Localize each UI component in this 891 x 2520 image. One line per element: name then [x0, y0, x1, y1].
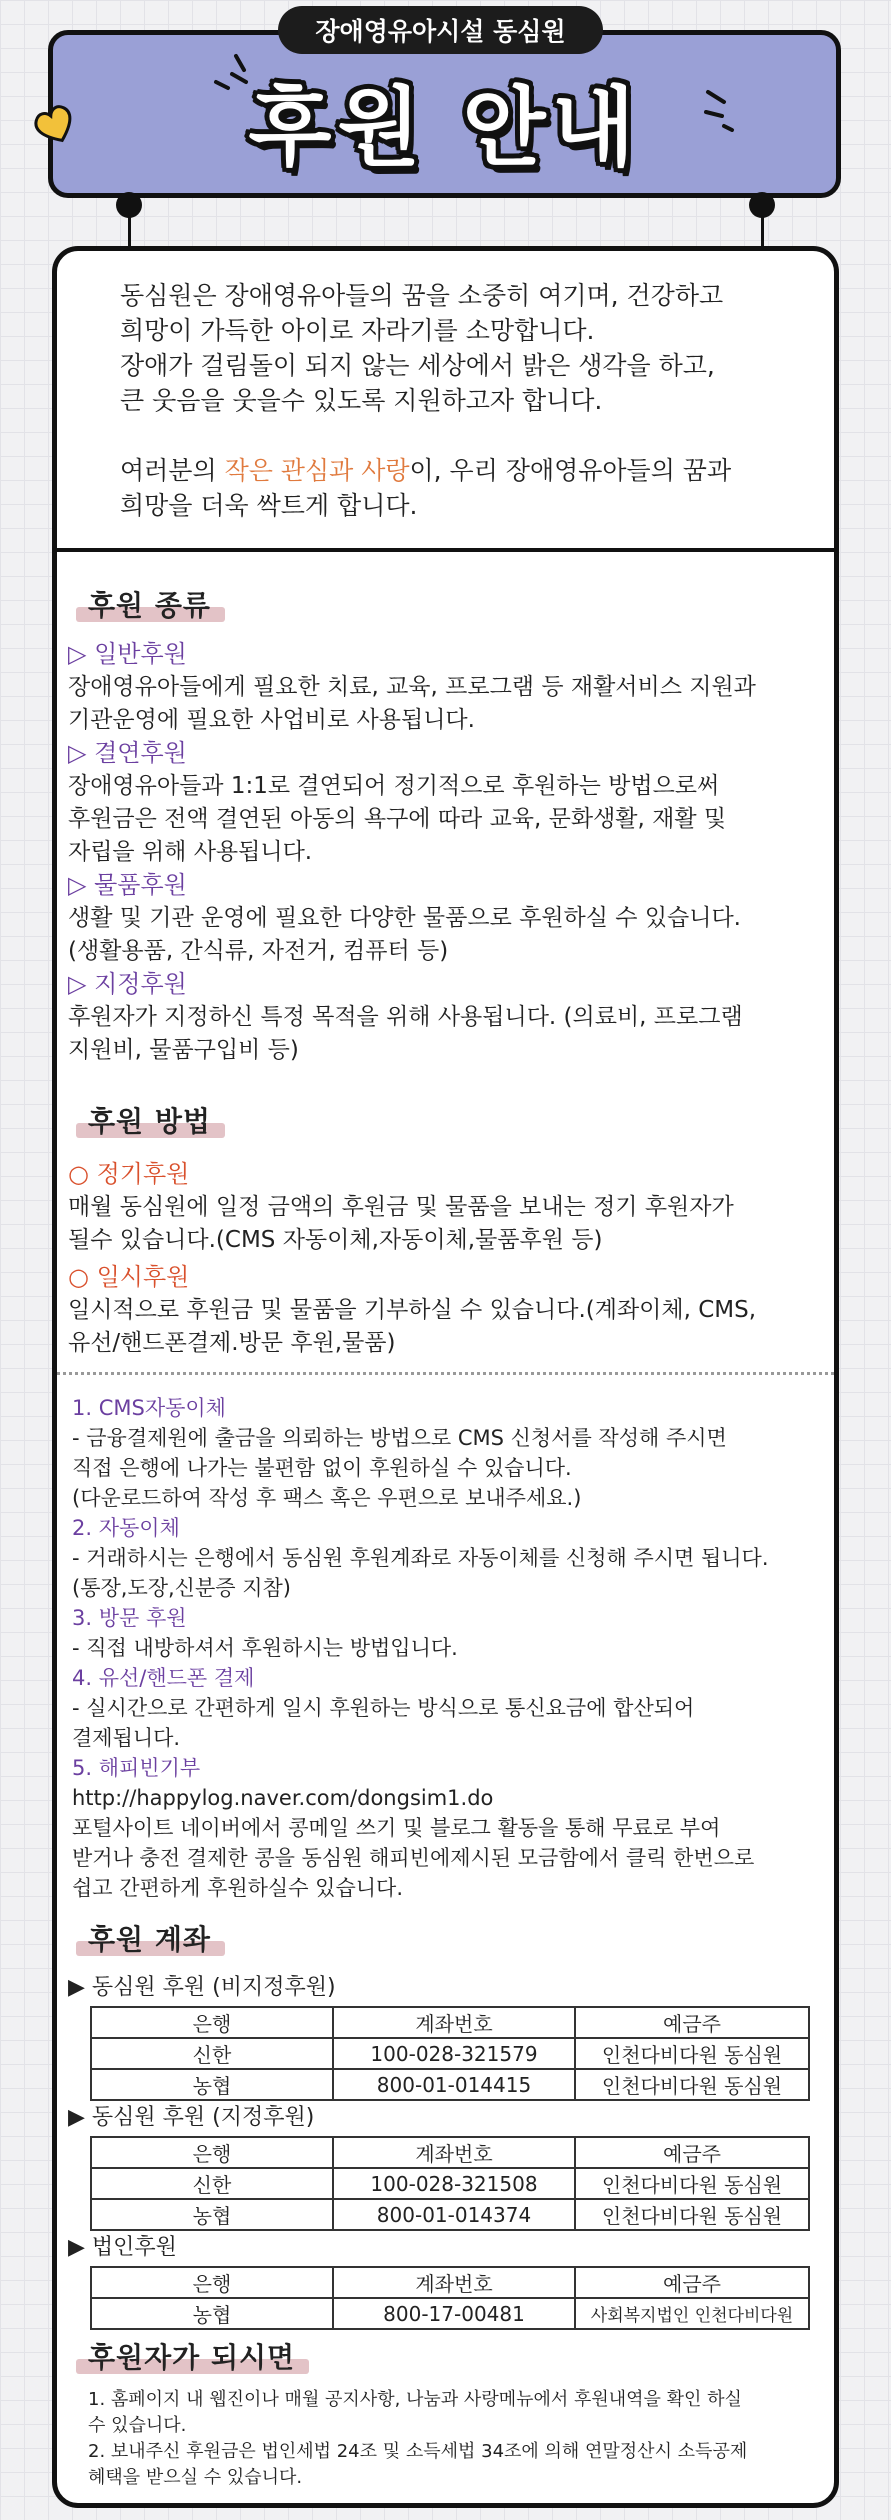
table-header-row [91, 2137, 809, 2168]
column-header: 예금주 [575, 2137, 809, 2168]
method-desc: (통장,도장,신분증 지참) [72, 1576, 291, 1600]
note-line: 혜택을 받으실 수 있습니다. [88, 2467, 303, 2488]
intro-text-part: 여러분의 [120, 456, 225, 485]
bank-cell: 농협 [91, 2298, 333, 2329]
bank-cell: 농협 [91, 2069, 333, 2100]
bank-cell: 농협 [91, 2199, 333, 2230]
donor-notes [88, 2387, 828, 2491]
bank-cell: 신한 [91, 2038, 333, 2069]
dotted-divider [57, 1372, 834, 1375]
method-desc: 결제됩니다. [72, 1726, 181, 1750]
note-line: 1. 홈페이지 내 웹진이나 매월 공지사항, 나눔과 사랑메뉴에서 후원내역을 확인 하실 [88, 2389, 742, 2410]
column-header: 예금주 [575, 2267, 809, 2298]
happybean-link[interactable]: http://happylog.naver.com/dongsim1.do [72, 1786, 494, 1810]
way-title: ○ 정기후원 [68, 1160, 190, 1188]
bank-cell: 신한 [91, 2168, 333, 2199]
way-title: ○ 일시후원 [68, 1263, 190, 1291]
intro-line [120, 453, 800, 488]
kind-desc: 지원비, 물품구입비 등) [68, 1037, 299, 1063]
account-number-cell: 100-028-321508 [333, 2168, 575, 2199]
account-group-label: ▶ 법인후원 [68, 2235, 177, 2260]
way-desc: 매월 동심원에 일정 금액의 후원금 및 물품을 보내는 정기 후원자가 [68, 1194, 734, 1220]
section-heading-text: 후원 종류 [78, 584, 221, 624]
account-group-label: ▶ 동심원 후원 (지정후원) [68, 2105, 315, 2130]
holder-cell: 인천다비다원 동심원 [575, 2038, 809, 2069]
table-row [91, 2069, 809, 2100]
method-desc: - 직접 내방하셔서 후원하시는 방법입니다. [72, 1636, 458, 1660]
kind-desc: 후원금은 전액 결연된 아동의 욕구에 따라 교육, 문화생활, 재활 및 [68, 806, 727, 832]
account-table [90, 2266, 810, 2330]
kind-title: ▷ 결연후원 [68, 739, 187, 767]
section-heading-text: 후원 방법 [78, 1100, 221, 1140]
column-header: 계좌번호 [333, 2267, 575, 2298]
account-group-label: ▶ 동심원 후원 (비지정후원) [68, 1975, 336, 2000]
holder-cell: 인천다비다원 동심원 [575, 2199, 809, 2230]
note-line: 수 있습니다. [88, 2415, 187, 2436]
account-number-cell: 800-01-014415 [333, 2069, 575, 2100]
sparkle-left-icon [210, 52, 260, 92]
method-desc: 직접 은행에 나가는 불편함 없이 후원하실 수 있습니다. [72, 1456, 572, 1480]
column-header: 은행 [91, 2137, 333, 2168]
column-header: 은행 [91, 2007, 333, 2038]
section-heading-text: 후원자가 되시면 [78, 2336, 305, 2376]
way-desc: 유선/핸드폰결제.방문 후원,물품) [68, 1330, 396, 1356]
way-desc: 일시적으로 후원금 및 물품을 기부하실 수 있습니다.(계좌이체, CMS, [68, 1297, 757, 1323]
holder-cell: 인천다비다원 동심원 [575, 2168, 809, 2199]
intro-line: 큰 웃음을 웃을수 있도록 지원하고자 합니다. [120, 386, 603, 415]
table-header-row [91, 2007, 809, 2038]
intro-divider [57, 548, 834, 552]
ways-list [68, 1158, 830, 1360]
method-desc: 쉽고 간편하게 후원하실수 있습니다. [72, 1876, 403, 1900]
intro-line: 희망을 더욱 싹트게 합니다. [120, 491, 418, 520]
kind-desc: 장애영유아들과 1:1로 결연되어 정기적으로 후원하는 방법으로써 [68, 773, 720, 799]
method-desc: 받거나 충전 결제한 콩을 동심원 해피빈에제시된 모금함에서 클릭 한번으로 [72, 1846, 755, 1870]
table-row [91, 2038, 809, 2069]
method-title: 3. 방문 후원 [72, 1606, 187, 1630]
sparkle-right-icon [700, 86, 750, 132]
intro-line: 희망이 가득한 아이로 자라기를 소망합니다. [120, 316, 595, 345]
method-desc: - 실시간으로 간편하게 일시 후원하는 방식으로 통신요금에 합산되어 [72, 1696, 695, 1720]
column-header: 예금주 [575, 2007, 809, 2038]
kind-desc: 장애영유아들에게 필요한 치료, 교육, 프로그램 등 재활서비스 지원과 [68, 674, 756, 700]
method-desc: - 금융결제원에 출금을 의뢰하는 방법으로 CMS 신청서를 작성해 주시면 [72, 1426, 727, 1450]
method-desc: - 거래하시는 은행에서 동심원 후원계좌로 자동이체를 신청해 주시면 됩니다. [72, 1546, 769, 1570]
column-header: 계좌번호 [333, 2007, 575, 2038]
rivet-right [749, 192, 775, 218]
holder-cell: 인천다비다원 동심원 [575, 2069, 809, 2100]
kind-title: ▷ 지정후원 [68, 970, 187, 998]
method-title: 4. 유선/핸드폰 결제 [72, 1666, 255, 1690]
kind-desc: 기관운영에 필요한 사업비로 사용됩니다. [68, 707, 475, 733]
kind-desc: 후원자가 지정하신 특정 목적을 위해 사용됩니다. (의료비, 프로그램 [68, 1004, 743, 1030]
heart-icon [32, 102, 78, 148]
page-title: 후원 안내 [248, 78, 641, 178]
org-name-tag: 장애영유아시설 동심원 [278, 6, 603, 54]
section-heading-kinds [78, 584, 221, 624]
section-heading-accounts [78, 1918, 221, 1958]
account-number-cell: 800-01-014374 [333, 2199, 575, 2230]
table-header-row [91, 2267, 809, 2298]
account-table [90, 2136, 810, 2231]
section-heading-text: 후원 계좌 [78, 1918, 221, 1958]
note-line: 2. 보내주신 후원금은 법인세법 24조 및 소득세법 34조에 의해 연말정산시 소득공제 [88, 2441, 748, 2462]
way-desc: 될수 있습니다.(CMS 자동이체,자동이체,물품후원 등) [68, 1227, 603, 1253]
intro-line: 동심원은 장애영유아들의 꿈을 소중히 여기며, 건강하고 [120, 281, 724, 310]
section-heading-donor [78, 2336, 305, 2376]
column-header: 계좌번호 [333, 2137, 575, 2168]
method-title: 2. 자동이체 [72, 1516, 180, 1540]
kind-desc: 자립을 위해 사용됩니다. [68, 839, 313, 865]
account-number-cell: 800-17-00481 [333, 2298, 575, 2329]
intro-text [120, 278, 800, 523]
account-table [90, 2006, 810, 2101]
methods-list [72, 1393, 832, 1903]
intro-line: 장애가 걸림돌이 되지 않는 세상에서 밝은 생각을 하고, [120, 351, 715, 380]
intro-text-part: 이, 우리 장애영유아들의 꿈과 [409, 456, 732, 485]
holder-cell: 사회복지법인 인천다비다원 [575, 2298, 809, 2329]
method-desc: 포털사이트 네이버에서 콩메일 쓰기 및 블로그 활동을 통해 무료로 부여 [72, 1816, 721, 1840]
kinds-list [68, 638, 830, 1067]
rivet-left [116, 192, 142, 218]
kind-desc: (생활용품, 간식류, 자전거, 컴퓨터 등) [68, 938, 449, 964]
table-row [91, 2199, 809, 2230]
method-title: 1. CMS자동이체 [72, 1396, 226, 1420]
kind-desc: 생활 및 기관 운영에 필요한 다양한 물품으로 후원하실 수 있습니다. [68, 905, 741, 931]
table-row [91, 2298, 809, 2329]
method-title: 5. 해피빈기부 [72, 1756, 201, 1780]
kind-title: ▷ 일반후원 [68, 640, 187, 668]
table-row [91, 2168, 809, 2199]
account-number-cell: 100-028-321579 [333, 2038, 575, 2069]
kind-title: ▷ 물품후원 [68, 871, 187, 899]
section-heading-ways [78, 1100, 221, 1140]
intro-highlight: 작은 관심과 사랑 [224, 456, 410, 485]
method-desc: (다운로드하여 작성 후 팩스 혹은 우편으로 보내주세요.) [72, 1486, 582, 1510]
column-header: 은행 [91, 2267, 333, 2298]
